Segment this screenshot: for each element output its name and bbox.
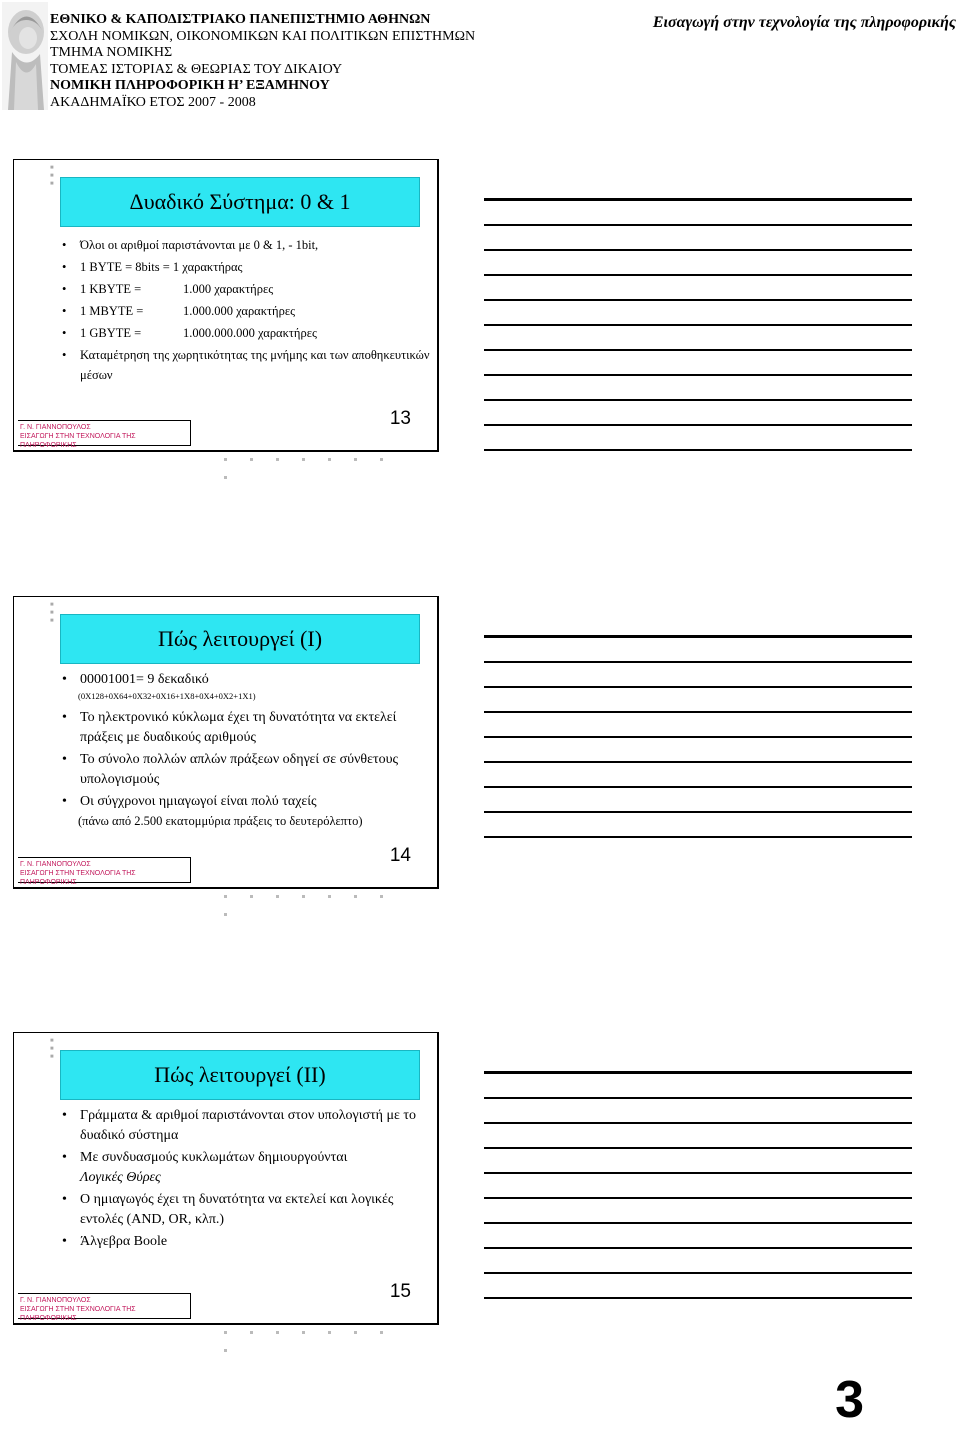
slide-title: Δυαδικό Σύστημα: 0 & 1 [60, 177, 420, 227]
slide-ticks [224, 885, 424, 889]
slide-decoration: ■ ■ ■ [50, 1038, 54, 1060]
italic-term: Λογικές Θύρες [80, 1170, 161, 1185]
list-item: • Οι σύγχρονοι ημιαγωγοί είναι πολύ ταχείς [62, 794, 317, 809]
slide-footer: Γ. Ν. ΓΙΑΝΝΟΠΟΥΛΟΣ ΕΙΣΑΓΩΓΗ ΣΤΗΝ ΤΕΧΝΟΛΟΓΙΑ ΤΗΣ ΠΛΗΡΟΦΟΡΙΚΗΣ [18, 1293, 191, 1319]
list-item: • 1 GBYTE = 1.000.000.000 χαρακτήρες [62, 326, 317, 340]
page-number: 3 [835, 1371, 864, 1429]
athena-logo-icon [2, 2, 48, 110]
header-sector: ΤΟΜΕΑΣ ΙΣΤΟΡΙΑΣ & ΘΕΩΡΙΑΣ ΤΟΥ ΔΙΚΑΙΟΥ [50, 61, 343, 77]
list-item: • Το σύνολο πολλών απλών πράξεων οδηγεί σε σύνθετους υπολογισμούς [62, 752, 399, 787]
slide-15 [13, 1032, 439, 1325]
slide-ticks [224, 448, 424, 452]
list-item: • Καταμέτρηση της χωρητικότητας της μνήμης και των αποθηκευτικών μέσων [62, 348, 430, 382]
page-header [0, 0, 960, 120]
list-item: • 1 BYTE = 8bits = 1 χαρακτήρας [62, 260, 243, 274]
slide-decoration: ■ ■ ■ [50, 165, 54, 187]
note: (πάνω από 2.500 εκατομμύρια πράξεις το δευτερόλεπτο) [78, 814, 363, 828]
header-year: ΑΚΑΔΗΜΑΪΚΟ ΕΤΟΣ 2007 - 2008 [50, 94, 256, 110]
slide-body [60, 1106, 432, 1254]
slide-number: 14 [389, 845, 411, 866]
notes-lines [484, 198, 912, 474]
formula: (0X128+0X64+0X32+0X16+1X8+0X4+0X2+1X1) [78, 691, 256, 701]
list-item: • 1 KBYTE = 1.000 χαρακτήρες [62, 282, 274, 296]
slide-13 [13, 159, 439, 452]
slide-decoration: ■ ■ ■ [50, 602, 54, 624]
list-item: • 00001001= 9 δεκαδικό [62, 672, 209, 687]
slide-footer: Γ. Ν. ΓΙΑΝΝΟΠΟΥΛΟΣ ΕΙΣΑΓΩΓΗ ΣΤΗΝ ΤΕΧΝΟΛΟΓΙΑ ΤΗΣ ΠΛΗΡΟΦΟΡΙΚΗΣ [18, 420, 191, 446]
list-item: • Το ηλεκτρονικό κύκλωμα έχει τη δυνατότητα να εκτελεί πράξεις με δυαδικούς αριθμούς [62, 710, 397, 745]
header-university: ΕΘΝΙΚΟ & ΚΑΠΟΔΙΣΤΡΙΑΚΟ ΠΑΝΕΠΙΣΤΗΜΙΟ ΑΘΗΝΩΝ [50, 12, 431, 27]
slide-number: 15 [389, 1281, 411, 1302]
slide-footer: Γ. Ν. ΓΙΑΝΝΟΠΟΥΛΟΣ ΕΙΣΑΓΩΓΗ ΣΤΗΝ ΤΕΧΝΟΛΟΓΙΑ ΤΗΣ ΠΛΗΡΟΦΟΡΙΚΗΣ [18, 857, 191, 883]
slide-title: Πώς λειτουργεί (ΙΙ) [60, 1050, 420, 1100]
notes-lines [484, 1071, 912, 1322]
header-department: ΤΜΗΜΑ ΝΟΜΙΚΗΣ [50, 45, 173, 60]
list-item: • Ο ημιαγωγός έχει τη δυνατότητα να εκτελεί και λογικές εντολές (AND, OR, κλπ.) [62, 1192, 394, 1227]
header-school: ΣΧΟΛΗ ΝΟΜΙΚΩΝ, ΟΙΚΟΝΟΜΙΚΩΝ ΚΑΙ ΠΟΛΙΤΙΚΩΝ ΕΠΙΣΤΗΜΩΝ [50, 28, 476, 44]
slide-title: Πώς λειτουργεί (Ι) [60, 614, 420, 664]
header-right-title: Εισαγωγή στην τεχνολογία της πληροφορικής [652, 14, 956, 31]
list-item: • Γράμματα & αριθμοί παριστάνονται στον υπολογιστή με το δυαδικό σύστημα [62, 1108, 416, 1143]
slide-number: 13 [389, 408, 411, 429]
slide-body [60, 670, 432, 830]
list-item: • Άλγεβρα Boole [62, 1234, 168, 1249]
notes-lines [484, 635, 912, 861]
list-item: • Με συνδυασμούς κυκλωμάτων δημιουργούνται Λογικές Θύρες [62, 1150, 348, 1185]
list-item: • Όλοι οι αριθμοί παριστάνονται με 0 & 1, - 1bit, [62, 238, 319, 252]
slide-body [60, 235, 432, 387]
slide-ticks [224, 1321, 424, 1325]
list-item: • 1 MBYTE = 1.000.000 χαρακτήρες [62, 304, 296, 318]
slide-14 [13, 596, 439, 889]
header-course: ΝΟΜΙΚΗ ΠΛΗΡΟΦΟΡΙΚΗ Η’ ΕΞΑΜΗΝΟΥ [50, 78, 330, 93]
